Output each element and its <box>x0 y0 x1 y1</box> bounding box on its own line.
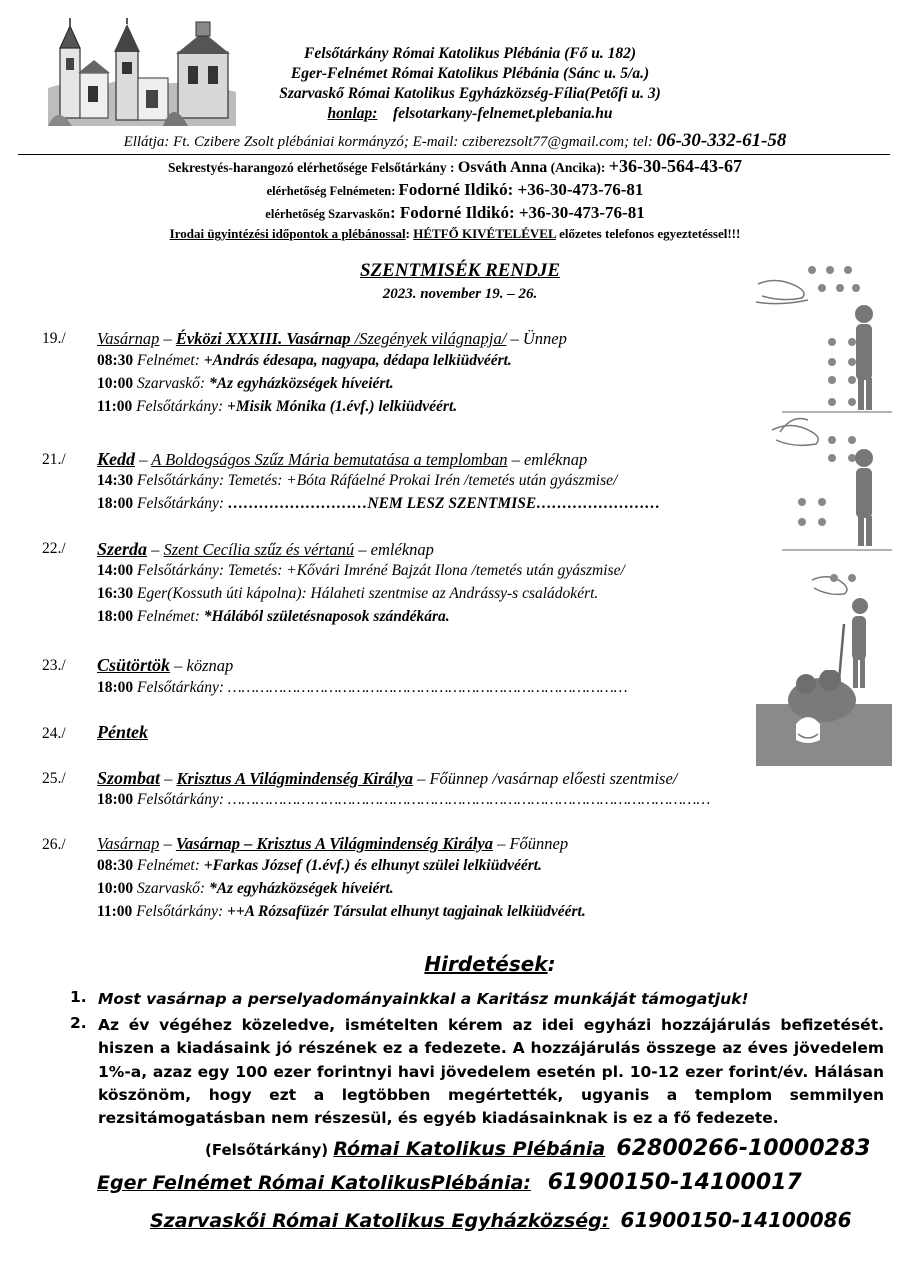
felnemet-label: elérhetőség Felnémeten: <box>266 184 399 198</box>
account-number: 61900150-14100017 <box>547 1170 802 1195</box>
mass-time: 10:00 <box>97 375 134 392</box>
mass-entry <box>97 585 598 603</box>
mass-entry <box>97 375 394 393</box>
feast-name: Szent Cecília szűz és vértanú <box>163 540 355 559</box>
sacristan-label: Sekrestyés-harangozó elérhetősége Felsőtárkány : <box>167 160 458 175</box>
day-name: Csütörtök <box>97 655 171 675</box>
mass-time: 08:30 <box>97 352 134 369</box>
day-heading <box>97 722 148 743</box>
sacristan-line <box>20 156 890 177</box>
parish-line: Eger-Felnémet Római Katolikus Plébánia (Sánc u. 5/a.) <box>290 65 650 82</box>
masses-date-range: 2023. november 19. – 26. <box>382 286 538 302</box>
mass-time: 11:00 <box>97 903 133 920</box>
mass-intention: …………………………………………………………………………………………… <box>227 791 711 808</box>
mass-time: 18:00 <box>97 791 134 808</box>
day-heading <box>97 329 567 349</box>
feast-rank: – Ünnep <box>506 329 567 348</box>
mass-entry <box>97 495 660 513</box>
day-name: Kedd <box>97 449 135 469</box>
mass-entry <box>97 791 710 809</box>
feast-name: Krisztus A Világmindenség Királya <box>176 769 413 788</box>
mass-place: Felsőtárkány: <box>133 495 228 512</box>
szarvasko-contact-line <box>20 203 890 223</box>
mass-time: 18:00 <box>97 608 134 625</box>
feast-rank: – emléknap <box>354 540 434 559</box>
announcements-title <box>300 952 680 976</box>
day-number: 21./ <box>42 451 66 468</box>
account-name: Római Katolikus Plébánia <box>333 1138 606 1160</box>
homepage-url[interactable]: felsotarkany-felnemet.plebania.hu <box>392 105 613 122</box>
mass-intention: +Farkas József (1.évf.) és elhunyt szülei lelkiüdvéért. <box>203 857 542 874</box>
day-heading <box>97 768 677 789</box>
day-number: 24./ <box>42 725 66 742</box>
parish-line: Szarvaskő Római Katolikus Egyházközség-Fília(Petőfi u. 3) <box>279 85 661 102</box>
day-sep: – <box>170 656 187 675</box>
homepage-label: honlap: <box>327 105 378 122</box>
mass-time: 18:00 <box>97 495 134 512</box>
mass-entry <box>97 562 625 580</box>
feast-name: Vasárnap – Krisztus A Világmindenség Királya <box>175 834 493 853</box>
account-prefix: (Felsőtárkány) <box>205 1141 334 1159</box>
announcement-number: 1. <box>70 988 87 1006</box>
mass-place: Felsőtárkány: <box>133 472 228 489</box>
bank-account-line <box>97 1170 802 1195</box>
feast-rank: – Főünnep /vasárnap előesti szentmise/ <box>412 769 678 788</box>
mass-place: Felsőtárkány: <box>133 562 228 579</box>
day-name: Szombat <box>97 768 161 788</box>
mass-intention: Temetés: +Kővári Imréné Bajzát Ilona /temetés után gyászmise/ <box>227 562 625 579</box>
mass-time: 14:30 <box>97 472 134 489</box>
mass-intention: *Az egyházközségek híveiért. <box>208 880 394 897</box>
bank-account-line <box>205 1136 870 1161</box>
mass-place: Felsőtárkány: <box>133 679 228 696</box>
feast-rank: köznap <box>186 656 234 675</box>
mass-intention: Temetés: +Bóta Ráfáelné Prokai Irén /temetés után gyászmise/ <box>227 472 618 489</box>
feast-name: A Boldogságos Szűz Mária bemutatása a templomban <box>151 450 508 469</box>
felnemet-contact-line <box>20 180 890 200</box>
announcement-text: Most vasárnap a perselyadományainkkal a Karitász munkáját támogatjuk! <box>98 990 749 1008</box>
sacristan-nick: (Ancika): <box>547 160 609 175</box>
mass-intention: +Misik Mónika (1.évf.) lelkiüdvéért. <box>227 398 458 415</box>
mass-entry <box>97 472 617 490</box>
day-sep: – <box>135 450 152 469</box>
mass-time: 08:30 <box>97 857 134 874</box>
mass-entry <box>97 679 628 697</box>
mass-place: Felnémet: <box>133 608 204 625</box>
sacristan-phone: +36-30-564-43-67 <box>608 156 743 176</box>
mass-intention: ………………………NEM LESZ SZENTMISE…………………… <box>227 495 661 512</box>
mass-place: Felsőtárkány: <box>132 903 228 920</box>
szarvasko-value: : Fodorné Ildikó: +36-30-473-76-81 <box>389 203 645 222</box>
mass-place: Szarvaskő: <box>133 375 209 392</box>
mass-place: Felsőtárkány: <box>133 791 228 808</box>
mass-entry <box>97 608 450 626</box>
priest-contact-prefix: Ellátja: Ft. Czibere Zsolt plébániai kormányzó; E-mail: <box>123 134 463 150</box>
day-sep: – <box>160 769 177 788</box>
day-sep: – <box>159 329 176 348</box>
mass-intention: …………………………………………………………………………… <box>227 679 628 696</box>
office-emph: HÉTFŐ KIVÉTELÉVEL <box>413 226 556 241</box>
mass-time: 11:00 <box>97 398 133 415</box>
account-name: Szarvaskői Római Katolikus Egyházközség: <box>150 1210 610 1232</box>
feast-rank: – Főünnep <box>492 834 569 853</box>
mass-intention: *Az egyházközségek híveiért. <box>208 375 394 392</box>
day-number: 22./ <box>42 540 66 557</box>
day-name: Vasárnap <box>97 329 160 348</box>
mass-time: 10:00 <box>97 880 134 897</box>
office-hours-line <box>20 226 890 242</box>
day-sep: – <box>147 540 164 559</box>
header-divider <box>18 154 890 155</box>
announcement-text: Az év végéhez közeledve, ismételten kérem az idei egyházi hozzájárulás befizetését. hiszen a kiadásaink jó részének ez a fedezete. A hozzájárulás összege az éves jövedelem 1%-a, azaz egy 100 ezer forintnyi havi jövedelem esetén pl. 10-12 ezer forint/év. Hálásan köszönöm, hogy ezt a legtöbben megértették, ugyanis a templom semmilyen rezsitámogatásban nem részesül, és egyéb kiadásainknak is ez a fő fedezete. <box>98 1016 884 1128</box>
day-number: 26./ <box>42 836 66 853</box>
mass-place: Felnémet: <box>133 857 204 874</box>
homepage-line <box>200 104 740 124</box>
mass-entry <box>97 880 394 898</box>
mass-entry <box>97 857 542 875</box>
mass-place: Szarvaskő: <box>133 880 209 897</box>
day-number: 23./ <box>42 657 66 674</box>
account-name: Eger Felnémet Római KatolikusPlébánia: <box>97 1172 532 1194</box>
office-rest: előzetes telefonos egyeztetéssel!!! <box>555 226 741 241</box>
parish-header <box>200 44 740 124</box>
mass-time: 18:00 <box>97 679 134 696</box>
mass-intention: ++A Rózsafüzér Társulat elhunyt tagjainak lelkiüdvéért. <box>227 903 586 920</box>
tel-label: ; tel: <box>624 134 657 150</box>
masses-title: SZENTMISÉK RENDJE <box>359 260 561 281</box>
announcements-title-colon: : <box>547 952 556 976</box>
day-sep: – <box>159 834 176 853</box>
feast-rank: – emléknap <box>507 450 588 469</box>
parish-line: Felsőtárkány Római Katolikus Plébánia (Fő u. 182) <box>304 45 636 62</box>
day-name: Péntek <box>97 722 148 742</box>
mass-place: Eger(Kossuth úti kápolna): <box>133 585 311 602</box>
bank-account-line <box>150 1208 852 1232</box>
feast-name: Évközi XXXIII. Vasárnap <box>175 329 351 348</box>
account-number: 62800266-10000283 <box>616 1136 871 1161</box>
day-heading <box>97 449 587 470</box>
gardener-illustration <box>756 670 892 766</box>
mass-intention: *Hálából születésnaposok szándékára. <box>203 608 450 625</box>
day-name: Szerda <box>97 539 148 559</box>
account-number: 61900150-14100086 <box>620 1208 852 1232</box>
mass-intention: Hálaheti szentmise az Andrássy-s családokért. <box>310 585 599 602</box>
mass-intention: +András édesapa, nagyapa, dédapa lelkiüdvéért. <box>203 352 512 369</box>
felnemet-value: Fodorné Ildikó: +36-30-473-76-81 <box>398 180 644 199</box>
priest-contact-line <box>20 130 890 152</box>
day-name: Vasárnap <box>97 834 160 853</box>
email-link[interactable]: cziberezsolt77@gmail.com <box>462 134 625 150</box>
announcement-number: 2. <box>70 1014 87 1032</box>
day-number: 25./ <box>42 770 66 787</box>
day-heading <box>97 655 233 676</box>
office-label: Irodai ügyintézési időpontok a plébánossal <box>169 226 406 241</box>
mass-time: 14:00 <box>97 562 134 579</box>
announcements-title-text: Hirdetések <box>424 952 548 976</box>
mass-entry <box>97 352 512 370</box>
day-number: 19./ <box>42 330 66 347</box>
sacristan-name: Osváth Anna <box>457 159 548 176</box>
office-colon: : <box>405 226 414 241</box>
day-heading <box>97 834 568 854</box>
feast-extra: /Szegények világnapja/ <box>350 329 507 348</box>
mass-entry <box>97 398 457 416</box>
mass-place: Felnémet: <box>133 352 204 369</box>
mass-time: 16:30 <box>97 585 134 602</box>
priest-phone: 06-30-332-61-58 <box>656 130 787 151</box>
mass-place: Felsőtárkány: <box>132 398 228 415</box>
day-heading <box>97 539 434 560</box>
mass-entry <box>97 903 586 921</box>
szarvasko-label: elérhetőség Szarvaskőn <box>265 207 390 221</box>
